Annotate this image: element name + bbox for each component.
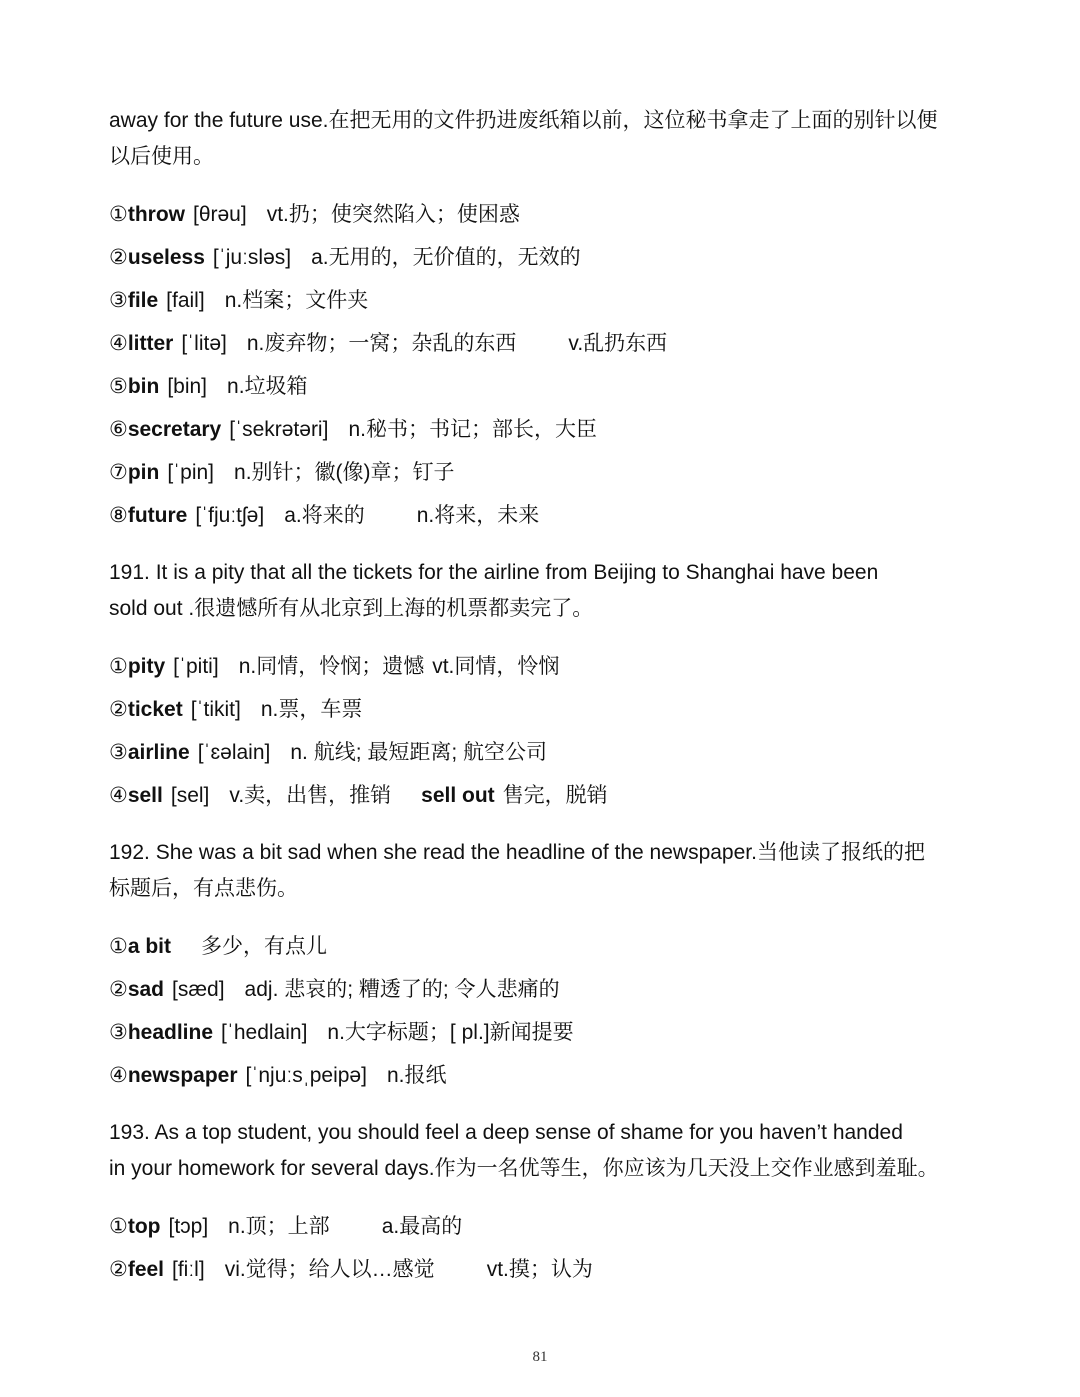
definition: 多少，有点儿 xyxy=(201,935,327,958)
vocab-item xyxy=(109,1212,462,1242)
vocab-item xyxy=(109,372,308,402)
phonetic: [ˈnjuːsˌpeipə] xyxy=(245,1064,367,1087)
example-sentence xyxy=(109,835,979,907)
vocab-item xyxy=(109,243,581,273)
vocab-item xyxy=(109,286,368,316)
example-sentence xyxy=(109,555,979,627)
definition-secondary: a.最高的 xyxy=(381,1215,463,1238)
item-number: ② xyxy=(109,978,128,1001)
definition-secondary: vt.同情，怜悯 xyxy=(432,655,560,678)
definition: n.废弃物；一窝；杂乱的东西 xyxy=(246,332,517,355)
definition-secondary: v.乱扔东西 xyxy=(568,332,668,355)
definition-secondary: n.将来，未来 xyxy=(416,504,540,527)
vocab-word: pin xyxy=(127,461,160,484)
vocab-word: file xyxy=(127,289,159,312)
item-number: ② xyxy=(109,246,128,269)
item-number: ② xyxy=(109,698,128,721)
sentence-line: in your homework for several days.作为一名优等生，你应该为几天没上交作业感到羞耻。 xyxy=(109,1157,939,1180)
definition: n.秘书；书记；部长，大臣 xyxy=(348,418,597,441)
vocab-item xyxy=(109,781,608,811)
item-number: ① xyxy=(109,1215,128,1238)
definition: vi.觉得；给人以…感觉 xyxy=(224,1258,435,1281)
vocab-word: pity xyxy=(127,655,166,678)
vocab-item xyxy=(109,501,539,531)
phonetic: [fail] xyxy=(166,289,205,312)
definition: a.无用的，无价值的，无效的 xyxy=(311,246,581,269)
definition: adj. 悲哀的; 糟透了的; 令人悲痛的 xyxy=(244,978,560,1001)
sentence-line: away for the future use.在把无用的文件扔进废纸箱以前，这位秘书拿走了上面的别针以便 xyxy=(109,109,938,132)
vocab-item xyxy=(109,458,455,488)
item-number: ② xyxy=(109,1258,128,1281)
phonetic: [bin] xyxy=(167,375,208,398)
phonetic: [ˈhedlain] xyxy=(221,1021,308,1044)
item-number: ③ xyxy=(109,289,128,312)
item-number: ④ xyxy=(109,1064,128,1087)
item-number: ⑥ xyxy=(109,418,128,441)
phonetic: [ˈlitə] xyxy=(181,332,227,355)
vocab-item xyxy=(109,1255,593,1285)
definition: n.同情，怜悯；遗憾 xyxy=(238,655,425,678)
vocab-item xyxy=(109,1061,446,1091)
phrase-definition: 售完，脱销 xyxy=(502,784,608,807)
phonetic: [tɔp] xyxy=(168,1215,209,1238)
vocab-word: headline xyxy=(127,1021,214,1044)
vocab-item xyxy=(109,415,597,445)
vocab-item xyxy=(109,932,327,962)
definition: n.票，车票 xyxy=(260,698,363,721)
phonetic: [ˈsekrətəri] xyxy=(229,418,329,441)
vocab-word: sad xyxy=(127,978,165,1001)
item-number: ⑧ xyxy=(109,504,128,527)
sentence-line: 192. She was a bit sad when she read the headline of the newspaper.当他读了报纸的把 xyxy=(109,841,925,864)
vocab-word: secretary xyxy=(127,418,222,441)
item-number: ③ xyxy=(109,1021,128,1044)
vocab-word: feel xyxy=(127,1258,165,1281)
vocab-word: litter xyxy=(127,332,174,355)
item-number: ⑦ xyxy=(109,461,128,484)
vocab-item xyxy=(109,200,520,230)
page-number: 81 xyxy=(532,1349,548,1365)
vocab-word: bin xyxy=(127,375,160,398)
item-number: ① xyxy=(109,655,128,678)
vocab-word: airline xyxy=(127,741,190,764)
vocab-item xyxy=(109,695,362,725)
phrase-word: sell out xyxy=(421,784,495,807)
vocab-item xyxy=(109,652,559,682)
definition: v.卖，出售，推销 xyxy=(229,784,392,807)
vocab-word: newspaper xyxy=(127,1064,238,1087)
vocab-item xyxy=(109,738,547,768)
definition: n.别针；徽(像)章；钉子 xyxy=(234,461,455,484)
phonetic: [ˈpiti] xyxy=(173,655,219,678)
vocab-word: sell xyxy=(127,784,163,807)
item-number: ④ xyxy=(109,332,128,355)
sentence-line: 193. As a top student, you should feel a deep sense of shame for you haven’t handed xyxy=(109,1121,903,1144)
definition: n.档案；文件夹 xyxy=(224,289,369,312)
item-number: ④ xyxy=(109,784,128,807)
phonetic: [ˈjuːsləs] xyxy=(212,246,292,269)
definition: n.顶；上部 xyxy=(228,1215,330,1238)
vocab-item xyxy=(109,329,667,359)
phonetic: [sel] xyxy=(170,784,210,807)
sentence-line: 191. It is a pity that all the tickets for the airline from Beijing to Shanghai have been xyxy=(109,561,879,584)
definition: a.将来的 xyxy=(284,504,365,527)
phonetic: [ˈpin] xyxy=(167,461,215,484)
definition: n.大字标题；[ pl.]新闻提要 xyxy=(327,1021,574,1044)
sentence-line: sold out .很遗憾所有从北京到上海的机票都卖完了。 xyxy=(109,597,594,620)
definition: n.垃圾箱 xyxy=(227,375,308,398)
item-number: ① xyxy=(109,935,128,958)
definition: n.报纸 xyxy=(386,1064,447,1087)
phonetic: [θrəu] xyxy=(192,203,247,226)
vocab-word: useless xyxy=(127,246,205,269)
item-number: ⑤ xyxy=(109,375,128,398)
vocab-word: future xyxy=(127,504,188,527)
vocab-item xyxy=(109,975,560,1005)
phonetic: [fiːl] xyxy=(172,1258,205,1281)
phonetic: [ˈtikit] xyxy=(190,698,241,721)
sentence-line: 以后使用。 xyxy=(109,145,214,168)
example-sentence xyxy=(109,1115,979,1187)
vocab-word: ticket xyxy=(127,698,183,721)
item-number: ③ xyxy=(109,741,128,764)
vocab-word: a bit xyxy=(127,935,171,958)
phonetic: [ˈfjuːtʃə] xyxy=(195,504,265,527)
vocab-item xyxy=(109,1018,574,1048)
definition: vt.扔；使突然陷入；使困惑 xyxy=(266,203,520,226)
definition: n. 航线; 最短距离; 航空公司 xyxy=(290,741,548,764)
definition-secondary: vt.摸；认为 xyxy=(486,1258,593,1281)
item-number: ① xyxy=(109,203,128,226)
example-sentence xyxy=(109,103,979,175)
phonetic: [ˈɛəlain] xyxy=(197,741,271,764)
sentence-line: 标题后，有点悲伤。 xyxy=(109,877,298,900)
vocab-word: top xyxy=(127,1215,161,1238)
phonetic: [sæd] xyxy=(172,978,225,1001)
vocab-word: throw xyxy=(127,203,185,226)
